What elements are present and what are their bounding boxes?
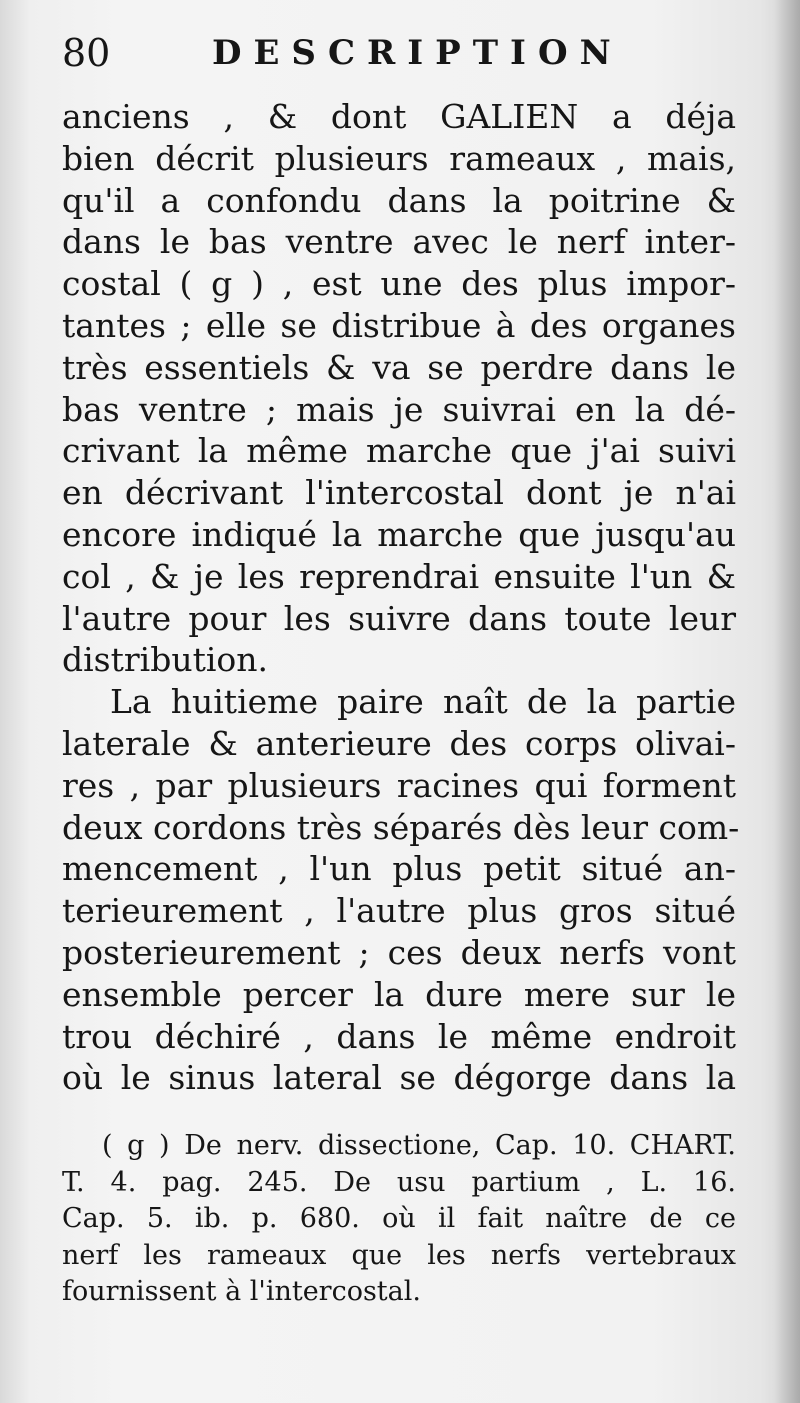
footnote-line: nerf les rameaux que les nerfs vertebraux (62, 1239, 736, 1271)
text-line: laterale & anterieure des corps olivai- (62, 723, 736, 763)
text-line: où le sinus lateral se dégorge dans la (62, 1058, 736, 1098)
text-line: costal ( g ) , est une des plus impor- (62, 264, 736, 304)
text-line: anciens , & dont GALIEN a déja (62, 97, 736, 136)
text-line: bien décrit plusieurs rameaux , mais, (62, 138, 736, 178)
running-head (62, 28, 722, 78)
body-text (62, 96, 740, 1099)
footnote-line: Cap. 5. ib. p. 680. où il fait naître de ce (62, 1203, 736, 1234)
text-line: encore indiqué la marche que jusqu'au (62, 514, 736, 554)
footnote-line: fournissent à l'intercostal. (62, 1276, 421, 1307)
running-title: DESCRIPTION (212, 33, 623, 73)
footnote-line: ( g ) De nerv. dissectione, Cap. 10. CHART. (102, 1130, 736, 1161)
text-line: trou déchiré , dans le même endroit (62, 1016, 736, 1056)
text-line: dans le bas ventre avec le nerf inter- (62, 222, 736, 262)
text-line: distribution. (62, 640, 269, 680)
text-line: crivant la même marche que j'ai suivi (62, 431, 736, 471)
text-line: en décrivant l'intercostal dont je n'ai (62, 473, 736, 513)
paragraph-start-line: La huitieme paire naît de la partie (110, 682, 736, 722)
footnote-line: T. 4. pag. 245. De usu partium , L. 16. (62, 1166, 736, 1198)
text-line: ensemble percer la dure mere sur le (62, 974, 736, 1014)
text-line: qu'il a confondu dans la poitrine & (62, 180, 736, 220)
text-line: mencement , l'un plus petit situé an- (62, 849, 736, 889)
text-line: très essentiels & va se perdre dans le (62, 347, 736, 387)
text-line: res , par plusieurs racines qui forment (62, 765, 736, 805)
text-line: col , & je les reprendrai ensuite l'un & (62, 556, 736, 596)
footnote (62, 1128, 736, 1311)
page-number: 80 (62, 31, 111, 75)
text-line: deux cordons très séparés dès leur com- (62, 807, 740, 847)
text-line: tantes ; elle se distribue à des organes (62, 305, 736, 345)
text-line: l'autre pour les suivre dans toute leur (62, 598, 736, 638)
text-line: terieurement , l'autre plus gros situé (62, 891, 736, 931)
text-line: posterieurement ; ces deux nerfs vont (62, 932, 736, 972)
text-line: bas ventre ; mais je suivrai en la dé- (62, 389, 736, 429)
